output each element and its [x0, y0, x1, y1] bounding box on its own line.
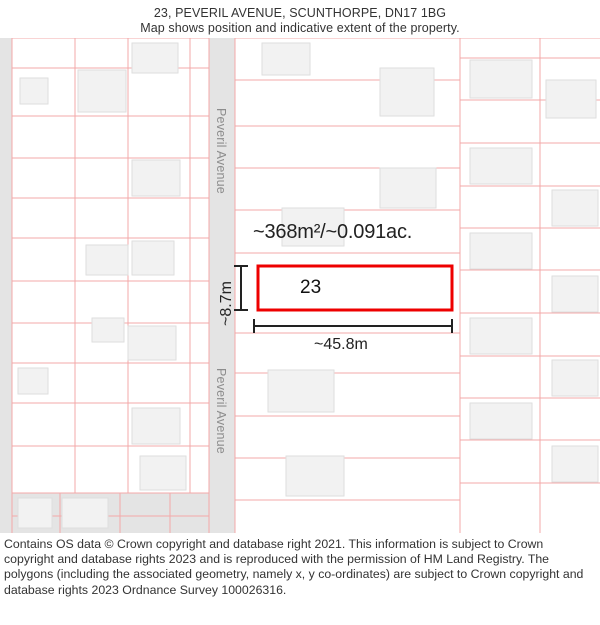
width-dimension-line — [254, 319, 452, 333]
street-label-peveril-avenue-top: Peveril Avenue — [214, 108, 228, 194]
page-title: 23, PEVERIL AVENUE, SCUNTHORPE, DN17 1BG — [153, 6, 447, 20]
width-dimension-label: ~45.8m — [314, 336, 368, 353]
copyright-text: Contains OS data © Crown copyright and database right 2021. This information is subject to Crown copyright and database rights 2023 and is reproduced with the permission of HM Land Registry. The polygons (including the associated geometry, namely x, y co-ordinates) are subject to Crown copyright and database rights 2023 Ordnance Survey 100026316. — [4, 537, 584, 597]
depth-dimension-line — [234, 266, 248, 310]
map-footer — [0, 533, 600, 625]
page-subtitle: Map shows position and indicative extent of the property. — [140, 21, 460, 35]
plot-number-label: 23 — [300, 277, 322, 298]
depth-dimension-label: ~8.7m — [218, 281, 235, 326]
street-label-peveril-avenue-bottom: Peveril Avenue — [214, 368, 228, 454]
map-header — [0, 0, 600, 38]
map-canvas[interactable] — [0, 38, 600, 533]
highlighted-property-outline — [258, 266, 452, 310]
area-label: ~368m²/~0.091ac. — [253, 221, 413, 243]
